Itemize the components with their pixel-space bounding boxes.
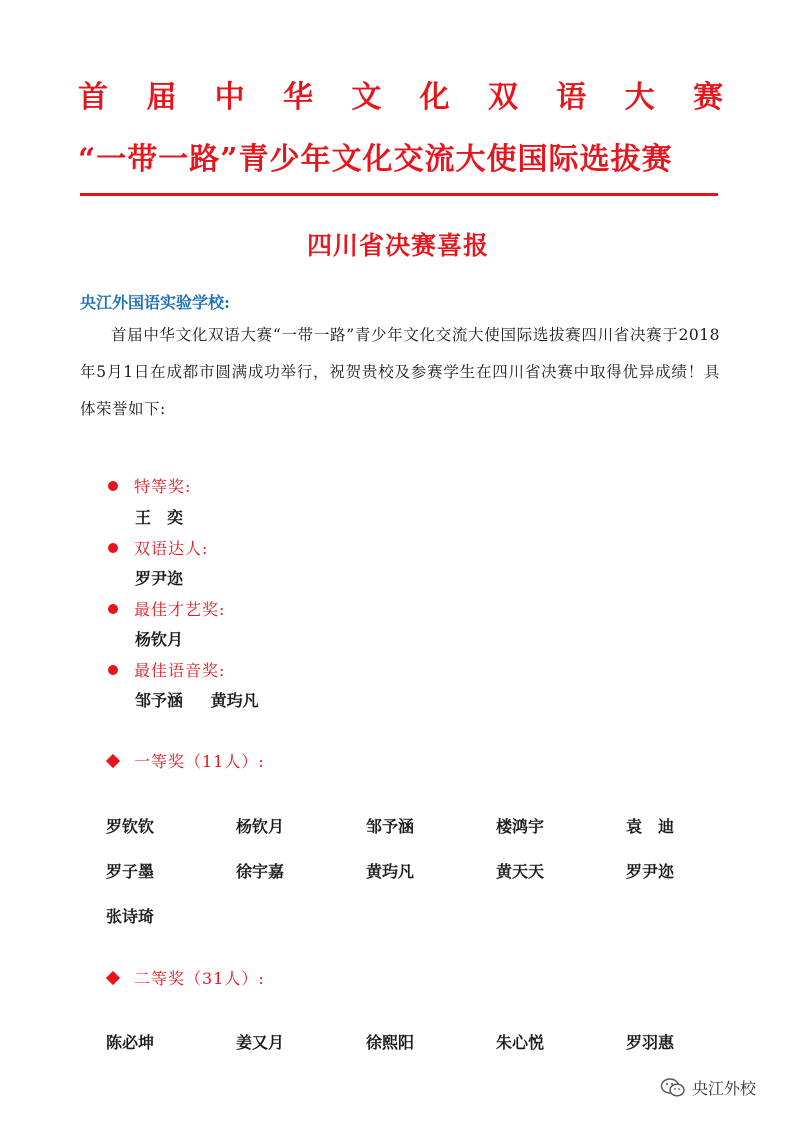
winner-name: 罗羽惠 — [626, 1033, 675, 1052]
title-line-2: “一带一路”青少年文化交流大使国际选拔赛 — [78, 142, 673, 177]
winner-name: 黄玙凡 — [366, 862, 415, 881]
title-char: 化 — [419, 80, 450, 115]
bullet-diamond-icon — [106, 753, 120, 767]
winner-name: 黄玙凡 — [210, 691, 259, 710]
second-prize-grid — [106, 1030, 756, 1053]
winner-name: 姜又月 — [236, 1033, 285, 1052]
award-label: 一等奖（11人）: — [134, 752, 265, 771]
winner-name: 张诗琦 — [106, 907, 155, 926]
award-label: 双语达人: — [134, 539, 209, 558]
award-label: 最佳才艺奖: — [134, 600, 226, 619]
award-label: 特等奖: — [134, 477, 192, 496]
wechat-watermark — [660, 1076, 756, 1099]
winner-name: 徐熙阳 — [366, 1033, 415, 1052]
winner-name: 徐宇嘉 — [236, 862, 285, 881]
title-char: 首 — [78, 80, 108, 115]
title-char: 届 — [146, 80, 177, 115]
winner-name: 王 奕 — [135, 508, 184, 527]
divider — [80, 193, 718, 196]
bullet-dot-icon — [108, 665, 118, 675]
winner-name: 罗尹迩 — [135, 569, 184, 588]
winner-list — [135, 688, 281, 711]
bullet-dot-icon — [108, 481, 118, 491]
award-first — [108, 749, 265, 772]
winner-name: 杨钦月 — [236, 817, 285, 836]
first-prize-grid — [106, 814, 756, 927]
title-char: 赛 — [692, 80, 723, 115]
school-salutation: 央江外国语实验学校: — [80, 293, 230, 312]
bullet-diamond-icon — [106, 970, 120, 984]
winner-name: 朱心悦 — [496, 1033, 545, 1052]
winner-list — [135, 566, 205, 589]
winner-name: 罗尹迩 — [626, 862, 675, 881]
winner-list — [135, 627, 205, 650]
award-label: 最佳语音奖: — [134, 661, 226, 680]
winner-name: 邹予涵 — [366, 817, 415, 836]
award-talent — [108, 597, 225, 620]
title-line-1 — [78, 72, 723, 116]
bullet-dot-icon — [108, 604, 118, 614]
award-second — [108, 966, 265, 989]
winner-list — [135, 505, 205, 528]
winner-name: 陈必坤 — [106, 1033, 155, 1052]
wechat-icon — [660, 1077, 686, 1099]
page-subtitle: 四川省决赛喜报 — [306, 231, 489, 260]
winner-name: 罗子墨 — [106, 862, 155, 881]
title-char: 双 — [487, 80, 518, 115]
title-char: 中 — [214, 80, 245, 115]
intro-paragraph: 首届中华文化双语大赛“一带一路”青少年文化交流大使国际选拔赛四川省决赛于2018年5月1日在成都市圆满成功举行，祝贺贵校及参赛学生在四川省决赛中取得优异成绩！具体荣誉如下: — [80, 326, 720, 418]
winner-name: 袁 迪 — [626, 817, 675, 836]
winner-name: 邹予涵 — [135, 691, 184, 710]
title-char: 大 — [624, 80, 655, 115]
award-pronunciation — [108, 658, 225, 681]
winner-name: 杨钦月 — [135, 630, 184, 649]
award-bilingual — [108, 536, 208, 559]
winner-name: 黄天天 — [496, 862, 545, 881]
title-char: 语 — [556, 80, 587, 115]
winner-name: 罗钦钦 — [106, 817, 155, 836]
title-char: 文 — [351, 80, 382, 115]
watermark-text: 央江外校 — [692, 1079, 757, 1098]
winner-name: 楼鸿宇 — [496, 817, 545, 836]
bullet-dot-icon — [108, 543, 118, 553]
title-char: 华 — [282, 80, 313, 115]
award-special — [108, 474, 191, 497]
award-label: 二等奖（31人）: — [134, 969, 265, 988]
